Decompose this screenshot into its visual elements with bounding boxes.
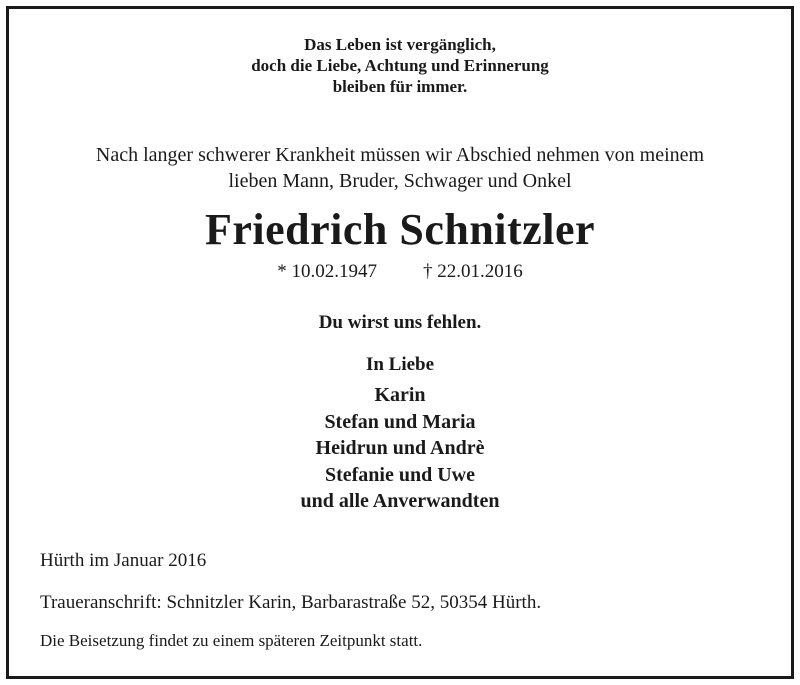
mourner-name: Heidrun und Andrè [315,437,485,459]
place-date: Hürth im Januar 2016 [40,550,207,571]
burial-note: Die Beisetzung findet zu einem späteren Zeitpunkt statt. [40,631,423,650]
intro-line: Nach langer schwerer Krankheit müssen wir Abschied nehmen von meinem [95,144,705,166]
motto [0,34,800,97]
intro-line: lieben Mann, Bruder, Schwager und Onkel [228,170,572,192]
motto-line: doch die Liebe, Achtung und Erinnerung [251,56,549,75]
motto-line: bleiben für immer. [332,77,468,96]
notice-border [6,6,794,679]
motto-line: Das Leben ist vergänglich, [304,35,496,54]
death-date: † 22.01.2016 [423,261,523,282]
in-love-heading: In Liebe [365,354,435,375]
birth-date: * 10.02.1947 [277,261,377,282]
mourner-name: Stefanie und Uwe [324,463,475,486]
mourners-list [0,382,800,515]
mourning-address: Traueranschrift: Schnitzler Karin, Barbarastraße 52, 50354 Hürth. [40,592,542,613]
mourner-name: Karin [374,384,426,406]
deceased-name: Friedrich Schnitzler [204,205,595,254]
intro-text [0,142,800,194]
mourner-name: Stefan und Maria [324,410,476,433]
farewell-text: Du wirst uns fehlen. [318,312,482,333]
life-dates [0,260,800,284]
mourner-name: und alle Anverwandten [300,490,500,512]
